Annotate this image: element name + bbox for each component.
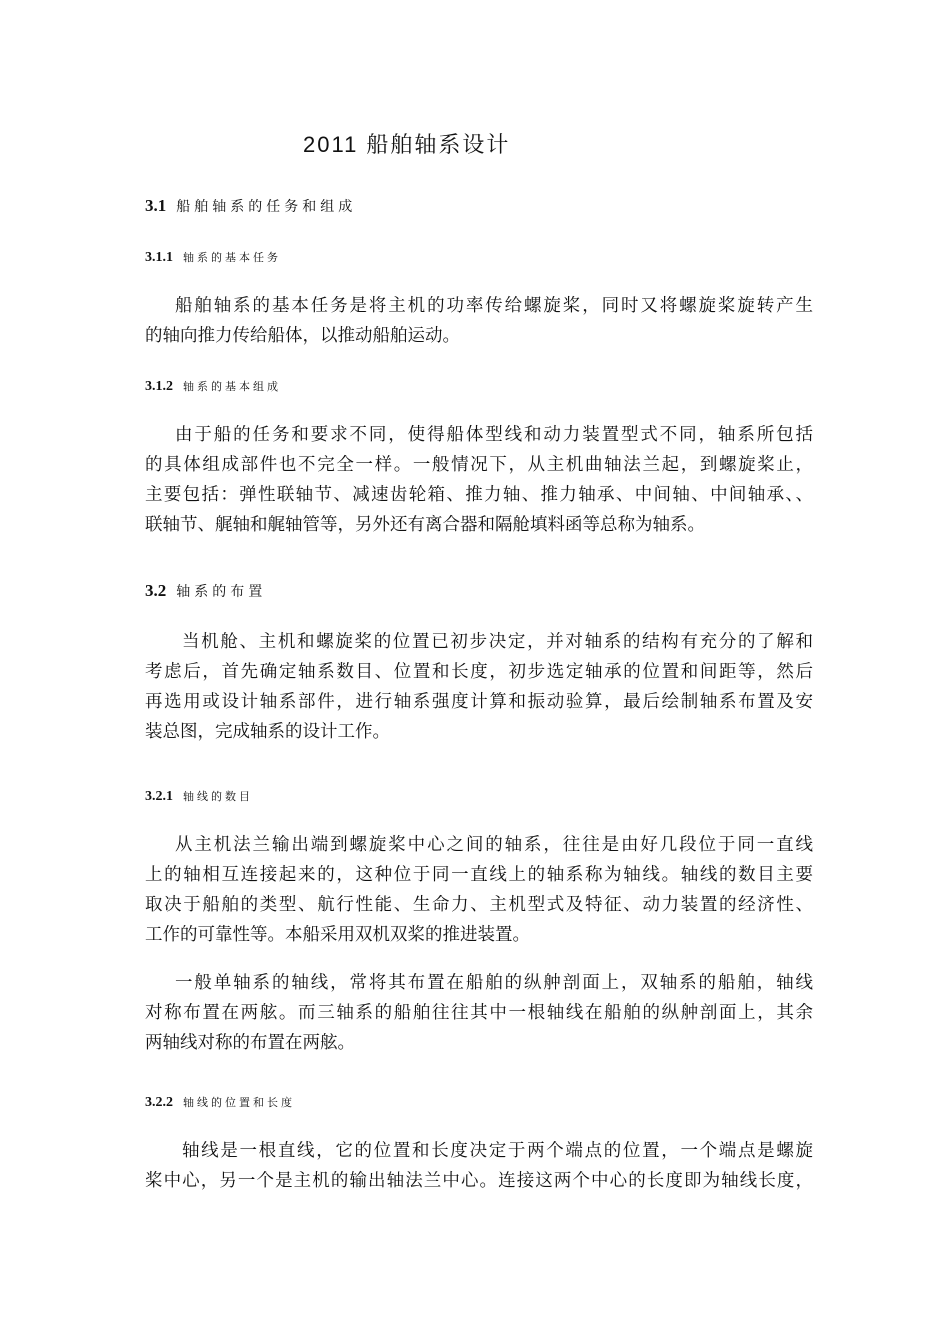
paragraph-line: 联轴节、艉轴和艉轴管等，另外还有离合器和隔舱填料函等总称为轴系。 [145,515,705,535]
paragraph-line: 取决于船舶的类型、航行性能、生命力、主机型式及特征、动力装置的经济性、 [145,895,813,915]
section-title: 轴系的基本任务 [183,251,281,264]
paragraph-line: 上的轴相互连接起来的，这种位于同一直线上的轴系称为轴线。轴线的数目主要 [145,865,813,885]
section-number: 3.2.1 [145,789,173,804]
paragraph-line: 的轴向推力传给船体，以推动船舶运动。 [145,326,460,346]
paragraph-line: 由于船的任务和要求不同，使得船体型线和动力装置型式不同，轴系所包括 [175,425,813,445]
section-title: 轴系的布置 [176,584,267,600]
section-number: 3.1.1 [145,250,173,265]
paragraph-line: 装总图，完成轴系的设计工作。 [145,722,390,742]
section-heading-3-2-2 [145,1094,295,1111]
paragraph-line: 一般单轴系的轴线，常将其布置在船舶的纵舯剖面上，双轴系的船舶，轴线 [175,973,813,993]
section-heading-3-1-2 [145,378,281,395]
paragraph-line: 考虑后，首先确定轴系数目、位置和长度，初步选定轴承的位置和间距等，然后 [145,662,813,682]
paragraph-line: 轴线是一根直线，它的位置和长度决定于两个端点的位置，一个端点是螺旋 [182,1141,813,1161]
section-title: 轴系的基本组成 [183,380,281,393]
paragraph-line: 对称布置在两舷。而三轴系的船舶往往其中一根轴线在船舶的纵舯剖面上，其余 [145,1003,813,1023]
paragraph-3-1-2 [145,420,813,540]
section-heading-3-1-1 [145,249,281,266]
paragraph-3-2-1-continued [145,968,813,1058]
paragraph-3-2-2 [145,1136,813,1196]
paragraph-line: 两轴线对称的布置在两舷。 [145,1033,355,1053]
paragraph-line: 再选用或设计轴系部件，进行轴系强度计算和振动验算，最后绘制轴系布置及安 [145,692,813,712]
paragraph-line: 主要包括：弹性联轴节、减速齿轮箱、推力轴、推力轴承、中间轴、中间轴承、、 [145,485,813,505]
paragraph-line: 桨中心，另一个是主机的输出轴法兰中心。连接这两个中心的长度即为轴线长度， [145,1171,813,1191]
section-title: 轴线的位置和长度 [183,1096,295,1109]
section-title: 轴线的数目 [183,790,253,803]
paragraph-3-2 [145,627,813,747]
paragraph-line: 的具体组成部件也不完全一样。一般情况下，从主机曲轴法兰起，到螺旋桨止， [145,455,813,475]
section-heading-3-2 [145,581,266,601]
section-heading-3-2-1 [145,788,253,805]
section-number: 3.2 [145,581,167,600]
paragraph-3-2-1 [145,830,813,950]
section-heading-3-1 [145,196,356,216]
section-number: 3.1 [145,196,167,215]
paragraph-3-1-1 [145,291,813,351]
section-number: 3.2.2 [145,1095,173,1110]
page-title: 2011 船舶轴系设计 [303,132,511,157]
section-title: 船舶轴系的任务和组成 [176,199,357,215]
paragraph-line: 从主机法兰输出端到螺旋桨中心之间的轴系，往往是由好几段位于同一直线 [175,835,813,855]
section-number: 3.1.2 [145,379,173,394]
paragraph-line: 船舶轴系的基本任务是将主机的功率传给螺旋桨，同时又将螺旋桨旋转产生 [175,296,813,316]
paragraph-line: 工作的可靠性等。本船采用双机双桨的推进装置。 [145,925,530,945]
paragraph-line: 当机舱、主机和螺旋桨的位置已初步决定，并对轴系的结构有充分的了解和 [182,632,813,652]
